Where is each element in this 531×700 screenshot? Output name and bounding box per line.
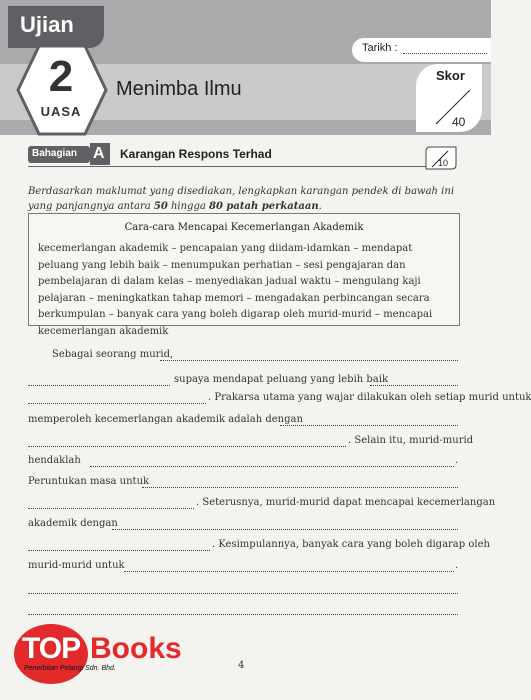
brand-logo-books: Books xyxy=(90,632,182,665)
publisher-credit: Penerbitan Pelangi Sdn. Bhd. xyxy=(24,665,116,672)
score-max: 40 xyxy=(452,115,466,129)
essay-line-5: . Selain itu, murid-murid xyxy=(348,435,474,446)
essay-line-8: . Seterusnya, murid-murid dapat mencapai kecemerlangan xyxy=(196,497,496,508)
answer-blank-9[interactable] xyxy=(28,507,194,509)
section-divider xyxy=(28,166,430,167)
essay-line-10: . Kesimpulannya, banyak cara yang boleh digarap oleh xyxy=(212,539,490,550)
essay-line-1: Sebagai seorang murid, xyxy=(52,349,174,360)
answer-blank-12[interactable] xyxy=(124,570,454,572)
section-title: Karangan Respons Terhad xyxy=(120,147,272,161)
essay-line-4: memperoleh kecemerlangan akademik adalah dengan xyxy=(28,414,303,425)
answer-blank-3[interactable] xyxy=(370,384,458,386)
essay-line-2: supaya mendapat peluang yang lebih baik xyxy=(174,374,389,385)
essay-line-9: akademik dengan xyxy=(28,518,118,529)
answer-blank-8[interactable] xyxy=(142,486,458,488)
answer-blank-7[interactable] xyxy=(90,465,454,467)
essay-line-6-end: . xyxy=(455,455,459,466)
answer-blank-13[interactable] xyxy=(28,592,458,594)
answer-blank-14[interactable] xyxy=(28,613,458,615)
essay-line-7: Peruntukan masa untuk xyxy=(28,476,150,487)
exam-type: UASA xyxy=(40,104,82,119)
date-label: Tarikh : xyxy=(362,42,398,54)
part-letter: A xyxy=(93,145,105,162)
section-score-max: 10 xyxy=(438,158,449,168)
answer-blank-5[interactable] xyxy=(280,424,458,426)
page-number: 4 xyxy=(238,660,245,671)
page-title: Menimba Ilmu xyxy=(116,78,242,100)
answer-blank-6[interactable] xyxy=(28,445,346,447)
essay-line-3: . Prakarsa utama yang wajar dilakukan oleh setiap murid untuk xyxy=(208,392,531,403)
notes-box-title: Cara-cara Mencapai Kecemerlangan Akademik xyxy=(124,222,364,233)
essay-line-11: murid-murid untuk xyxy=(28,560,125,571)
answer-blank-11[interactable] xyxy=(28,549,210,551)
part-label: Bahagian xyxy=(32,148,78,159)
test-number: 2 xyxy=(48,52,74,101)
test-label: Ujian xyxy=(20,12,74,37)
essay-line-6: hendaklah xyxy=(28,455,81,466)
essay-line-11-end: . xyxy=(455,560,459,571)
answer-blank-10[interactable] xyxy=(112,528,458,530)
notes-box-body: kecemerlangan akademik – pencapaian yang diidam-idamkan – mendapat peluang yang lebih baik – menumpukan perhatian – sesi pengajaran dan pembelajaran di dalam kelas – menyediakan jadual waktu – mengulang kaji pelajaran – meningkatkan tahap memori – mengadakan perbincangan secara berkumpulan – banyak cara yang boleh digarap oleh murid-murid – mencapai kecemerlangan akademik xyxy=(38,243,433,337)
brand-logo-top: TOP xyxy=(22,632,81,665)
answer-blank-4[interactable] xyxy=(28,402,206,404)
score-label: Skor xyxy=(436,68,465,83)
answer-blank-2[interactable] xyxy=(28,384,170,386)
answer-blank-1[interactable] xyxy=(160,359,458,361)
instruction-text: Berdasarkan maklumat yang disediakan, lengkapkan karangan pendek di bawah ini yang panjangnya antara 50 hingga 80 patah perkataan. xyxy=(28,186,455,212)
date-field[interactable] xyxy=(403,53,487,54)
